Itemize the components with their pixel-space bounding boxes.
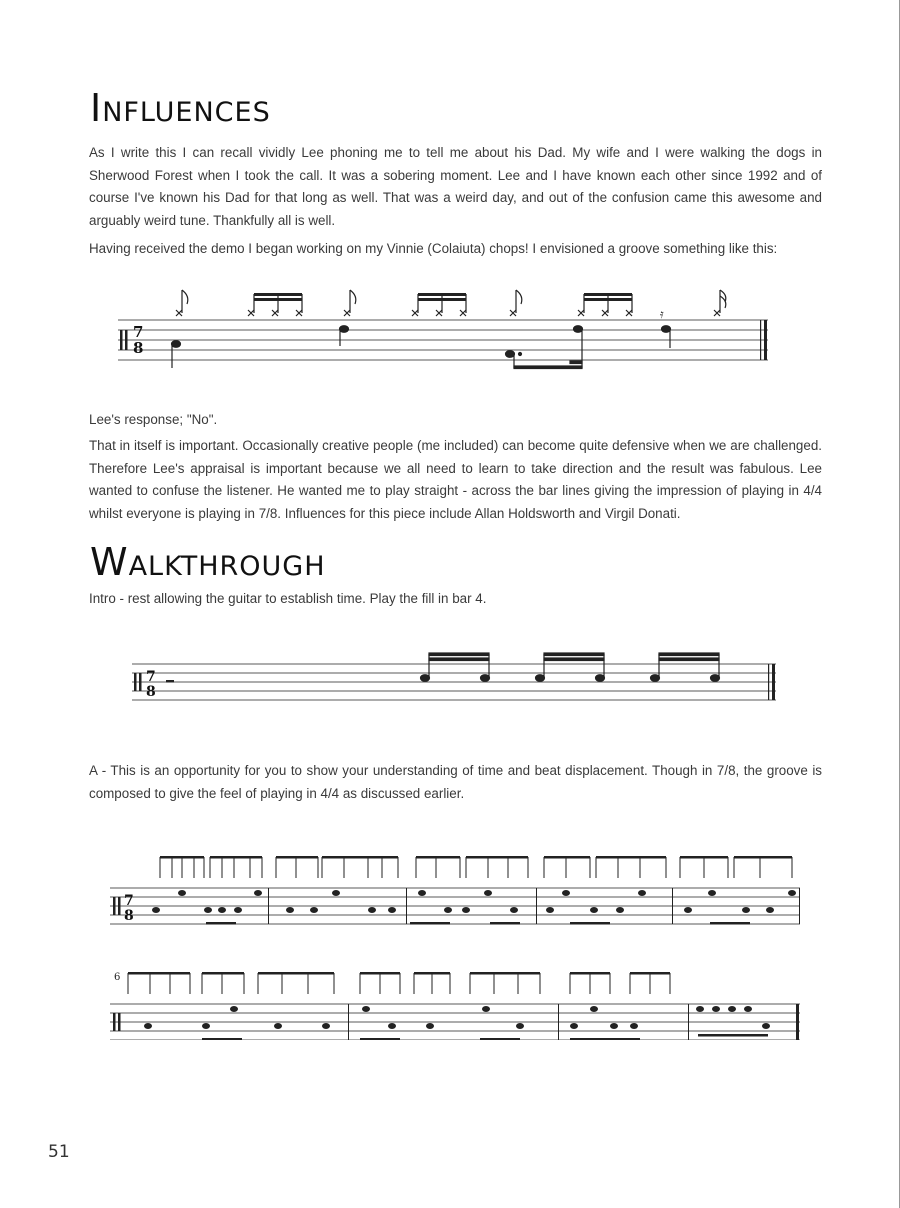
time-sig-top: 7 <box>124 893 134 909</box>
time-sig-bottom: 8 <box>133 339 144 357</box>
walkthrough-section-a: A - This is an opportunity for you to show your understanding of time and beat displacement. Though in 7/8, the groove is composed to give the feel of playing in 4/4 as discussed earlier. <box>89 763 822 801</box>
groove-notation <box>100 284 780 380</box>
bar-number-6: 6 <box>114 972 121 983</box>
influences-heading: Influences <box>90 86 271 130</box>
intro-fill-notation <box>100 644 790 708</box>
time-sig-top: 7 <box>146 669 156 685</box>
influences-paragraph-2: Having received the demo I began working on my Vinnie (Colaiuta) chops! I envisioned a groove something like this: <box>89 241 778 256</box>
time-sig-bottom: 8 <box>146 684 156 700</box>
time-sig-bottom: 8 <box>124 908 134 924</box>
influences-paragraph-1: As I write this I can recall vividly Lee phoning me to tell me about his Dad. My wife and I were walking the dogs in Sherwood Forest when I took the call. It was a sobering moment. Lee and I have known each other since 1992 and of course I've known his Dad for that long as well. That was a weird day, and out of the confusion came this awesome and arguably weird tune. Thankfully all is well. <box>89 145 822 228</box>
svg-text:𝄿: 𝄿 <box>660 307 664 321</box>
page-number: 51 <box>48 1142 70 1162</box>
walkthrough-intro: Intro - rest allowing the guitar to establish time. Play the fill in bar 4. <box>89 591 487 606</box>
walkthrough-heading: Walkthrough <box>90 540 326 584</box>
influences-paragraph-3: Lee's response; "No". <box>89 412 218 427</box>
influences-paragraph-4: That in itself is important. Occasionally creative people (me included) can become quite defensive when we are challenged. Therefore Lee's appraisal is important because we all need to learn to take direction and the result was fabulous. Lee wanted to confuse the listener. He wanted me to play straight - across the bar lines giving the impression of playing in 4/4 whilst everyone is playing in 7/8. Influences for this piece include Allan Holdsworth and Virgil Donati. <box>89 438 822 521</box>
section-a-notation <box>110 850 810 1040</box>
time-sig-top: 7 <box>133 323 144 341</box>
